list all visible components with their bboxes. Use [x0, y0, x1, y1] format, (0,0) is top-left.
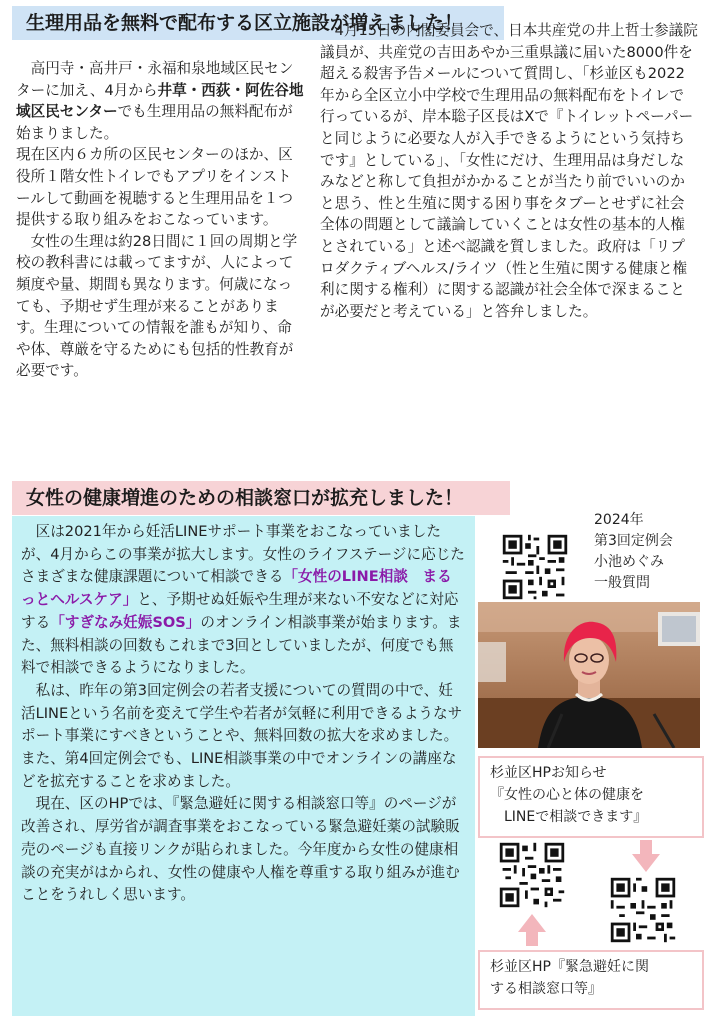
line-consult-notice-box: [478, 756, 704, 838]
contraception-line2: する相談窓口等』: [490, 981, 602, 997]
section1-heading: 生理用品を無料で配布する区立施設が増えました！: [12, 6, 504, 40]
qr-code-icon[interactable]: [500, 532, 570, 606]
notice-line1: 杉並区HPお知らせ: [490, 765, 607, 781]
highlight-healthcare-line: 「女性のLINE相談 まるっとヘルスケア」: [21, 568, 452, 609]
centers-paragraph: [16, 58, 306, 144]
text-span: のオンライン相談事業が始まります。また、無料相談の回数もこれまで3回としていましたが、何度でも無料で相談できるようになりました。: [21, 613, 462, 677]
section2-heading: 女性の健康増進のための相談窓口が拡充しました！: [12, 481, 510, 515]
text-span: でも生理用品の無料配布が始まりました。: [16, 103, 293, 142]
section1-right-column: [320, 20, 698, 322]
committee-paragraph: 4月15日の内閣委員会で、日本共産党の井上哲士参議院議員が、共産党の吉田あやか三重県議に届いた8000件を超える殺害予告メールについて質問し、「杉並区も2022年から全区立小中学校で生理用品の無料配布をトイレで行っているが、岸本聡子区長はXで『トイレットペーパーと同じように必要な人が入手できるようにという気持ちです』としている」、「女性にだけ、生理用品は身だしなみなどと称して負担がかかることが当たり前でいいのかと思う、性と生殖に関する困り事をタブーとせずに社会全体の問題として議論していくことは女性の基本的人権とされている」と述べ認識を質しました。政府は「リプロダクティブヘルス/ライツ（性と生殖に関する健康と権利に関する権利）に関する認識が社会全体で深まることが必要だと考えている」と答弁しました。: [320, 22, 698, 320]
caption-name: 小池めぐみ: [594, 554, 664, 570]
qr-code-icon[interactable]: [608, 875, 678, 949]
caption-year: 2024年: [594, 512, 644, 528]
my-question-paragraph: 私は、昨年の第3回定例会の若者支援についての質問の中で、妊活LINEという名前を変えて学生や若者が気軽に利用できるようなサポート事業にすべきということや、無料回数の拡大を求めました。また、第4回定例会でも、LINE相談事業の中でオンラインの講座などを拡充することを求めました。: [21, 681, 463, 790]
arrow-down-icon: [632, 840, 660, 876]
emergency-contraception-box: [478, 950, 704, 1010]
speaker-photo: [478, 602, 700, 748]
caption-session: 第3回定例会: [594, 533, 673, 549]
qr-code-icon[interactable]: [497, 840, 567, 914]
section1-left-column: [16, 58, 306, 382]
text-span: 高円寺・高井戸・永福和泉地域区民センターに加え、4月から: [16, 60, 294, 99]
education-paragraph: 女性の生理は約28日間に１回の周期と学校の教科書には載ってますが、人によって頻度や量、期間も異なります。何歳になっても、予期せず生理が来ることがあります。生理についての情報を誰もが知り、命や体、尊厳を守るためにも包括的性教育が必要です。: [16, 232, 298, 380]
arrow-up-icon: [518, 914, 546, 950]
contraception-line1: 杉並区HP『緊急避妊に関: [490, 959, 649, 975]
caption-question: 一般質問: [594, 575, 650, 591]
hp-paragraph: 現在、区のHPでは、『緊急避妊に関する相談窓口等』のページが改善され、厚労省が調査事業をおこなっている緊急避妊薬の試験販売のページも直接リンクが貼られました。今年度から女性の健康相談の充実がはかられ、女性の健康や人権を尊重する取り組みが進むことをうれしく思います。: [21, 795, 460, 904]
text-span: 区は2021年から妊活LINEサポート事業をおこなっていましたが、4月からこの事業が拡大します。女性のライフステージに応じたさまざまな健康課題について相談できる: [21, 523, 465, 586]
video-caption: [594, 510, 702, 594]
highlight-pregnancy-sos: 「すぎなみ妊娠SOS」: [50, 613, 201, 631]
consultation-article-box: [12, 516, 475, 1016]
text-span: と、予期せぬ妊娠や生理が来ない不安などに対応する: [21, 591, 459, 631]
bold-center-names: 井草・西荻・阿佐谷地域区民センター: [16, 81, 304, 121]
notice-line3: LINEで相談できます』: [504, 809, 648, 825]
line-consult-paragraph: [21, 521, 466, 680]
notice-line2: 『女性の心と体の健康を: [490, 787, 644, 803]
app-paragraph: 現在区内６カ所の区民センターのほか、区役所１階女性トイレでもアプリをインストールして動画を視聴すると生理用品を１つ提供する取り組みをおこなっています。: [16, 146, 293, 229]
